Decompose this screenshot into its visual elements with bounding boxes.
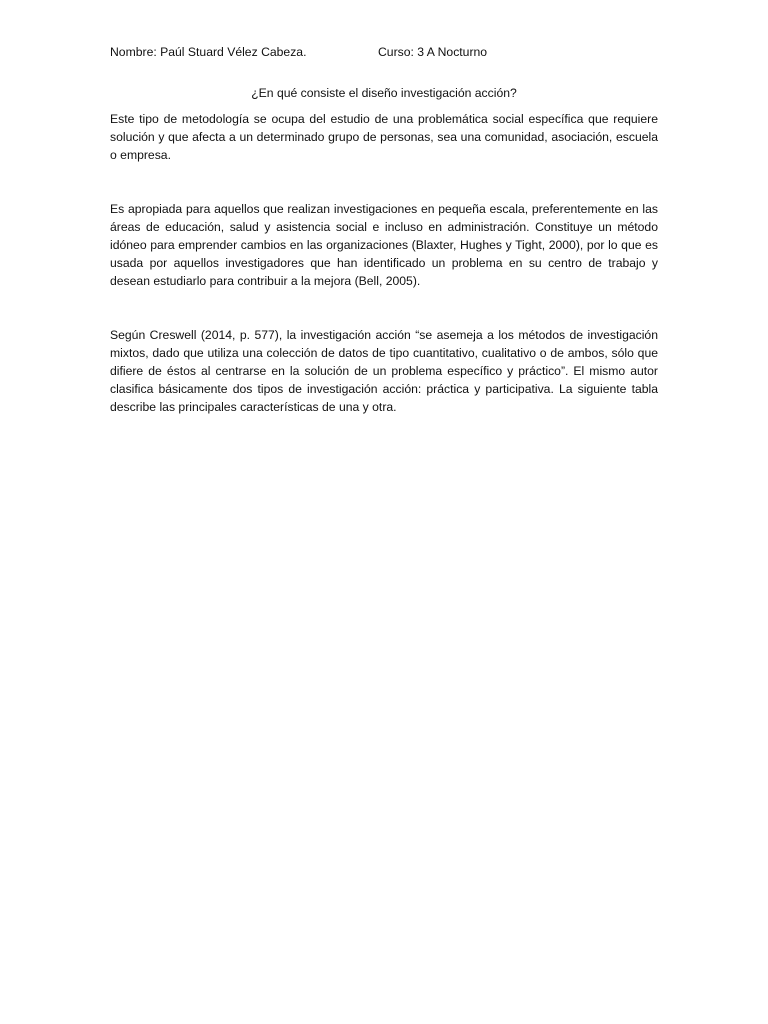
- student-name: Nombre: Paúl Stuard Vélez Cabeza.: [110, 45, 307, 59]
- course-label: Curso: 3 A Nocturno: [378, 45, 488, 59]
- document-title: ¿En qué consiste el diseño investigación acción?: [251, 86, 517, 100]
- paragraph-1: Este tipo de metodología se ocupa del estudio de una problemática social específica que requiere solución y que afecta a un determinado grupo de personas, sea una comunidad, asociación, escuela o empresa.: [110, 112, 658, 162]
- paragraph-3: Según Creswell (2014, p. 577), la investigación acción “se asemeja a los métodos de investigación mixtos, dado que utiliza una colección de datos de tipo cuantitativo, cualitativo o de ambos, sólo que difiere de éstos al centrarse en la solución de un problema específico y práctico”. El mismo autor clasifica básicamente dos tipos de investigación acción: práctica y participativa. La siguiente tabla describe las principales características de una y otra.: [110, 328, 658, 414]
- document-header: [110, 40, 658, 62]
- document-page: [110, 40, 658, 416]
- paragraph-2: Es apropiada para aquellos que realizan investigaciones en pequeña escala, preferentemente en las áreas de educación, salud y asistencia social e incluso en administración. Constituye un método idóneo para emprender cambios en las organizaciones (Blaxter, Hughes y Tight, 2000), por lo que es usada por aquellos investigadores que han identificado un problema en su centro de trabajo y desean estudiarlo para contribuir a la mejora (Bell, 2005).: [110, 202, 658, 288]
